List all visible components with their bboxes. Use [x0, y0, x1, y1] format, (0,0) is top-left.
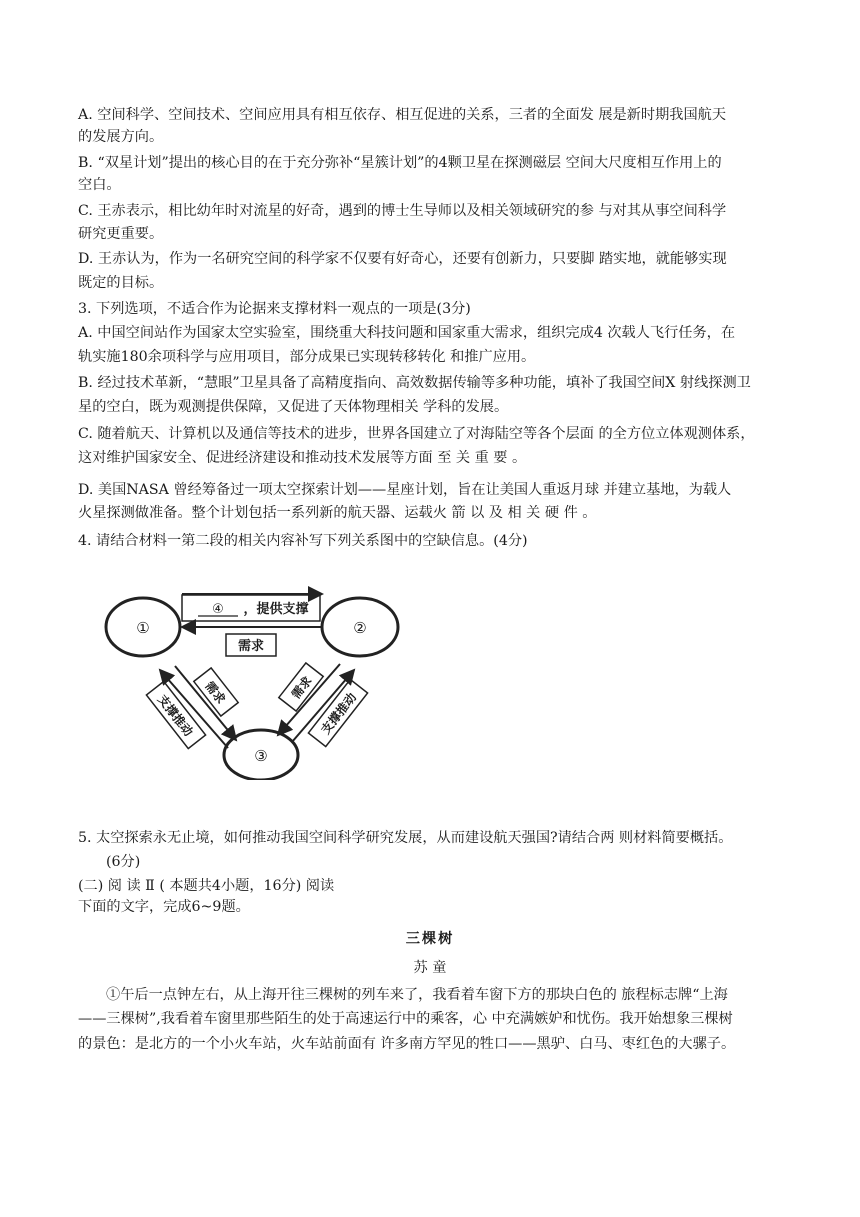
q3-option-d-line2: 火星探测做准备。整个计划包括一系列新的航天器、运载火 箭 以 及 相 关 硬 件 。	[78, 505, 597, 521]
option-c-line1: C. 王赤表示，相比幼年时对流星的好奇，遇到的博士生导师以及相关领域研究的参 与对其从事空间科学	[78, 203, 727, 219]
middle-arrow-demand	[182, 627, 322, 656]
q3-option-a-line1: A. 中国空间站作为国家太空实验室，围绕重大科技问题和国家重大需求，组织完成4 次载人飞行任务，在	[78, 325, 736, 341]
middle-arrow-label: 需求	[237, 639, 265, 654]
node-2	[322, 598, 398, 656]
option-b-line2: 空白。	[78, 177, 121, 193]
article-author: 苏 童	[413, 960, 447, 976]
q3-option-d-line1: D. 美国NASA 曾经筹备过一项太空探索计划——星座计划，旨在让美国人重返月球 并建立基地，为载人	[78, 482, 732, 498]
paragraph-1-line2: ——三棵树”,我看着车窗里那些陌生的处于高速运行中的乘客，心 中充满嫉妒和忧伤。我开始想象三棵树	[78, 1011, 733, 1027]
left-outer-label: 支撑推动	[154, 692, 196, 739]
node-1	[106, 598, 180, 656]
option-a-line2: 的发展方向。	[78, 129, 164, 145]
node-1-label: ①	[136, 619, 150, 637]
q3-option-c-line1: C. 随着航天、计算机以及通信等技术的进步，世界各国建立了对海陆空等各个层面 的全方位立体观测体系，	[78, 426, 755, 442]
option-c-line2: 研究更重要。	[78, 226, 164, 242]
node-2-label: ②	[353, 619, 367, 637]
top-arrow-support	[182, 594, 322, 621]
relationship-diagram	[78, 580, 408, 780]
option-d-line1: D. 王赤认为，作为一名研究空间的科学家不仅要有好奇心，还要有创新力，只要脚 踏实地，就能够实现	[78, 251, 727, 267]
question-4-stem: 4. 请结合材料一第二段的相关内容补写下列关系图中的空缺信息。(4分)	[78, 533, 528, 549]
question-5-stem-line2: (6分)	[106, 854, 141, 870]
article-title: 三棵树	[405, 931, 455, 947]
paragraph-1-line1: ①午后一点钟左右，从上海开往三棵树的列车来了，我看着车窗下方的那块白色的 旅程标志牌“上海	[106, 987, 728, 1003]
right-outer-label: 支撑推动	[318, 690, 360, 737]
top-arrow-label: ，提供支撑	[243, 602, 309, 617]
q3-option-a-line2: 轨实施180余项科学与应用项目，部分成果已实现转移转化 和推广应用。	[78, 349, 536, 365]
blank-4-label: ④	[212, 602, 224, 617]
paragraph-1-line3: 的景色：是北方的一个小火车站，火车站前面有 许多南方罕见的牲口——黑驴、白马、枣红色的大骡子。	[78, 1036, 736, 1052]
question-3-stem: 3. 下列选项，不适合作为论据来支撑材料一观点的一项是(3分)	[78, 301, 471, 317]
section-2-heading-line1: (二) 阅 读 Ⅱ ( 本题共4小题，16分) 阅读	[78, 878, 335, 894]
q3-option-b-line2: 星的空白，既为观测提供保障，又促进了天体物理相关 学科的发展。	[78, 399, 509, 415]
section-2-heading-line2: 下面的文字，完成6~9题。	[78, 899, 250, 915]
q3-option-c-line2: 这对维护国家安全、促进经济建设和推动技术发展等方面 至 关 重 要 。	[78, 450, 527, 466]
right-arrows	[278, 663, 368, 747]
option-b-line1: B. “双星计划”提出的核心目的在于充分弥补“星簇计划”的4颗卫星在探测磁层 空间大尺度相互作用上的	[78, 155, 722, 171]
option-d-line2: 既定的目标。	[78, 275, 164, 291]
node-3-label: ③	[254, 747, 268, 765]
question-5-stem-line1: 5. 太空探索永无止境，如何推动我国空间科学研究发展，从而建设航天强国?请结合两 则材料简要概括。	[78, 830, 733, 846]
left-inner-label: 需求	[202, 678, 229, 707]
left-arrows	[146, 666, 238, 749]
q3-option-b-line1: B. 经过技术革新，“慧眼”卫星具备了高精度指向、高效数据传输等多种功能，填补了我国空间X 射线探测卫	[78, 375, 751, 391]
option-a-line1: A. 空间科学、空间技术、空间应用具有相互依存、相互促进的关系，三者的全面发 展是新时期我国航天	[78, 107, 727, 123]
right-inner-label: 需求	[288, 673, 315, 702]
